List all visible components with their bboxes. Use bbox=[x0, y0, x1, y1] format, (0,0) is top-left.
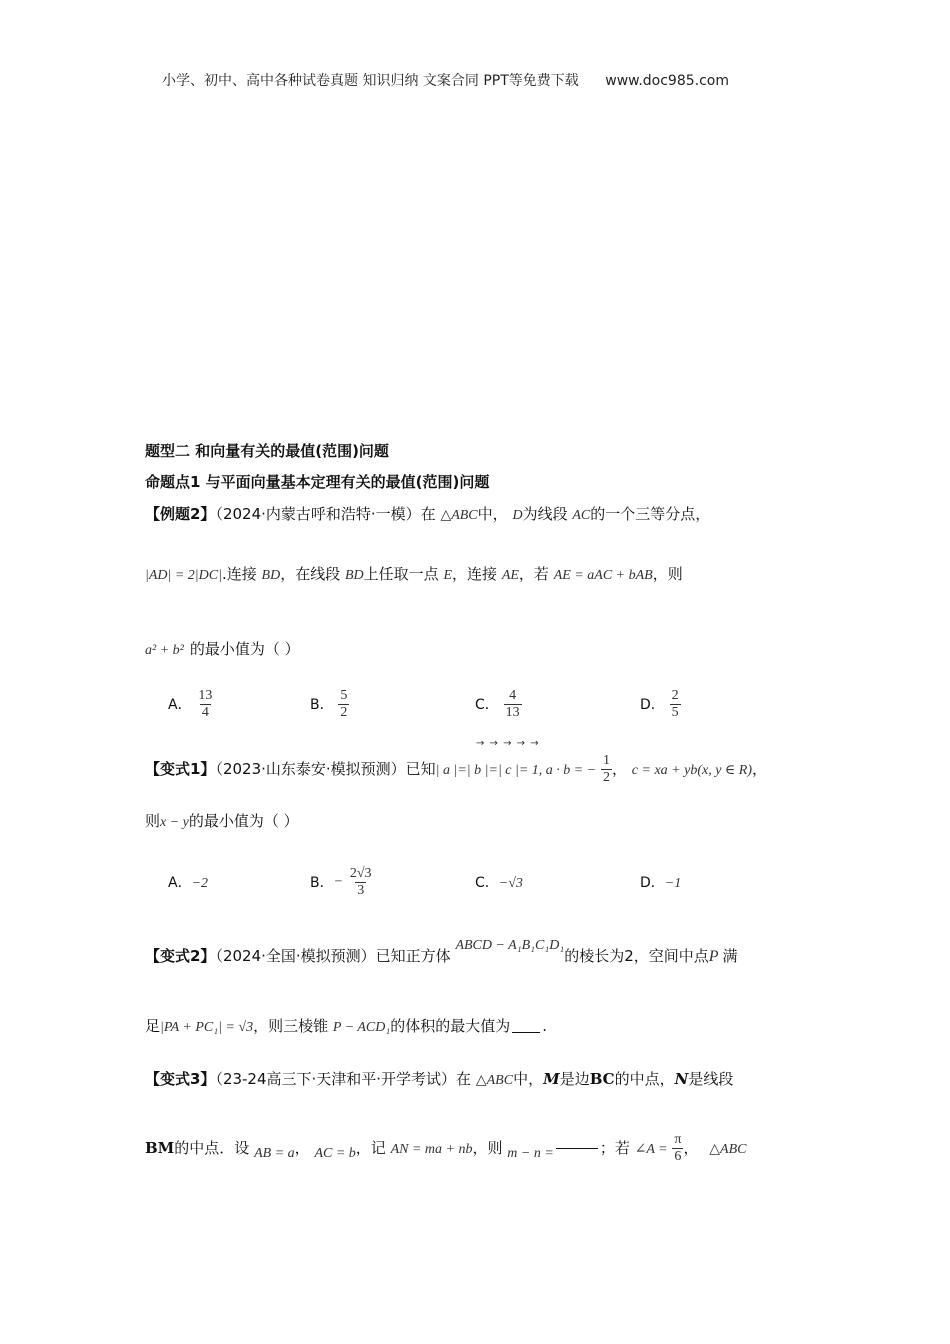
fraction-denominator: 3 bbox=[357, 883, 365, 898]
variant2-condition: |PA + PC₁| = √3 bbox=[160, 1020, 254, 1035]
variant1-half bbox=[601, 753, 612, 786]
variant3-pi-over-six bbox=[672, 1132, 683, 1165]
example2-option-d[interactable] bbox=[640, 688, 681, 721]
example2-bd2: BD bbox=[344, 568, 364, 583]
fraction-denominator: 13 bbox=[505, 705, 520, 720]
option-fraction bbox=[196, 688, 214, 721]
example2-question: 的最小值为（ ） bbox=[189, 640, 300, 658]
example2-text: ，则 bbox=[652, 565, 683, 583]
example2-source: （2024·内蒙古呼和浩特·一模）在 bbox=[215, 505, 436, 523]
variant3-line1 bbox=[145, 1068, 733, 1089]
example2-segment-ac: AC bbox=[572, 508, 591, 523]
fraction-denominator: 4 bbox=[201, 705, 209, 720]
variant1-option-a[interactable] bbox=[168, 872, 208, 892]
variant3-text: ，记 bbox=[355, 1139, 386, 1157]
variant2-text: ，则三棱锥 bbox=[253, 1017, 329, 1035]
variant1-line1 bbox=[145, 753, 767, 786]
variant3-text: ，则 bbox=[472, 1139, 503, 1157]
option-value: −√3 bbox=[498, 876, 523, 891]
example2-ae: AE bbox=[501, 568, 519, 583]
variant2-text: . bbox=[542, 1017, 548, 1035]
example2-bd: BD bbox=[261, 568, 281, 583]
variant2-point-p: P bbox=[708, 948, 719, 965]
example2-text: 中， bbox=[477, 505, 508, 523]
variant3-text: 的中点．设 bbox=[174, 1139, 250, 1157]
variant2-text: 的棱长为2，空间中点 bbox=[564, 947, 709, 965]
variant3-text: 是边 bbox=[559, 1070, 590, 1088]
fraction-numerator: 2√3 bbox=[349, 866, 372, 881]
example2-tag: 【例题2】 bbox=[145, 505, 216, 523]
fraction-denominator: 2 bbox=[602, 770, 610, 785]
variant1-option-d[interactable] bbox=[640, 872, 681, 892]
variant1-text: ， bbox=[611, 760, 627, 778]
option-letter: A． bbox=[168, 697, 192, 713]
example2-point-e: E bbox=[443, 568, 453, 583]
example2-text: 上任取一点 bbox=[363, 565, 439, 583]
example2-point-d: D bbox=[512, 508, 523, 523]
variant1-expression: x − y bbox=[160, 815, 189, 830]
variant3-tag: 【变式3】 bbox=[145, 1070, 216, 1088]
variant2-source: （2024·全国·模拟预测）已知正方体 bbox=[215, 947, 451, 965]
example2-text: ，连接 bbox=[452, 565, 498, 583]
example2-option-b[interactable] bbox=[310, 688, 349, 721]
variant1-question: 的最小值为（ ） bbox=[188, 812, 299, 830]
variant3-text: 是线段 bbox=[688, 1070, 734, 1088]
section-subtitle: 命题点1 与平面向量基本定理有关的最值(范围)问题 bbox=[145, 473, 490, 491]
variant1-text: ， bbox=[751, 760, 767, 778]
option-value: −1 bbox=[664, 876, 682, 891]
variant1-tag: 【变式1】 bbox=[145, 760, 216, 778]
example2-option-c[interactable] bbox=[475, 688, 522, 721]
variant1-equation: c = xa + yb(x, y ∈ R) bbox=[631, 763, 752, 778]
variant1-vector-arrows: → → → → → bbox=[476, 738, 540, 749]
example2-triangle: △ABC bbox=[440, 508, 478, 523]
variant2-question: 的体积的最大值为 bbox=[390, 1017, 511, 1035]
variant3-text: ， bbox=[294, 1139, 310, 1157]
header-url[interactable]: www.doc985.com bbox=[605, 73, 729, 89]
variant3-text: 中， bbox=[513, 1070, 544, 1088]
variant2-cube: ABCD − A₁B₁C₁D₁ bbox=[455, 938, 565, 953]
option-fraction bbox=[670, 688, 681, 721]
section-title: 题型二 和向量有关的最值(范围)问题 bbox=[145, 442, 389, 460]
variant3-text: ， bbox=[683, 1139, 699, 1157]
option-fraction bbox=[348, 866, 374, 899]
variant3-ac: AC = b bbox=[314, 1146, 356, 1161]
variant2-text: 足 bbox=[145, 1017, 161, 1035]
option-letter: C． bbox=[475, 875, 499, 891]
variant3-point-m: M bbox=[543, 1070, 560, 1088]
option-letter: B． bbox=[310, 697, 334, 713]
option-letter: A． bbox=[168, 875, 192, 891]
variant3-ab: AB = a bbox=[254, 1146, 295, 1161]
answer-blank[interactable] bbox=[556, 1148, 598, 1149]
fraction-numerator: 5 bbox=[340, 688, 348, 703]
variant2-pyramid: P − ACD₁ bbox=[332, 1020, 391, 1035]
variant1-line2 bbox=[145, 810, 299, 831]
variant3-angle: ∠A = bbox=[634, 1142, 668, 1157]
fraction-numerator: 2 bbox=[671, 688, 679, 703]
variant3-text: 的中点， bbox=[614, 1070, 675, 1088]
answer-blank[interactable] bbox=[512, 1032, 540, 1033]
example2-option-a[interactable] bbox=[168, 688, 214, 721]
example2-text: ，在线段 bbox=[280, 565, 341, 583]
example2-text: ，若 bbox=[518, 565, 549, 583]
variant3-source: （23-24高三下·天津和平·开学考试）在 bbox=[215, 1070, 472, 1088]
example2-line1 bbox=[145, 503, 710, 524]
option-letter: C． bbox=[475, 697, 499, 713]
option-sign: − bbox=[333, 874, 344, 890]
variant1-option-b[interactable] bbox=[310, 848, 374, 899]
variant2-line1 bbox=[145, 938, 738, 966]
option-fraction bbox=[338, 688, 349, 721]
option-letter: D． bbox=[640, 875, 665, 891]
example2-text: 的一个三等分点， bbox=[590, 505, 711, 523]
example2-expression: a² + b² bbox=[145, 643, 184, 658]
example2-equation: AE = aAC + bAB bbox=[553, 568, 653, 583]
fraction-numerator: π bbox=[674, 1132, 682, 1147]
fraction-numerator: 13 bbox=[198, 688, 213, 703]
fraction-numerator: 4 bbox=[509, 688, 517, 703]
variant3-text: ；若 bbox=[599, 1139, 630, 1157]
fraction-numerator: 1 bbox=[602, 753, 610, 768]
option-fraction bbox=[504, 688, 522, 721]
example2-text: .连接 bbox=[221, 565, 257, 583]
option-value: −2 bbox=[191, 876, 209, 891]
variant3-bm: BM bbox=[145, 1139, 175, 1157]
option-letter: B． bbox=[310, 875, 334, 891]
fraction-denominator: 2 bbox=[340, 705, 348, 720]
variant3-bc: BC bbox=[589, 1070, 615, 1088]
example2-line3 bbox=[145, 638, 300, 659]
variant3-triangle2: △ABC bbox=[709, 1142, 747, 1157]
variant1-text: 则 bbox=[145, 812, 161, 830]
header-text: 小学、初中、高中各种试卷真题 知识归纳 文案合同 PPT等免费下载 bbox=[162, 73, 579, 89]
page-header bbox=[162, 70, 729, 90]
variant3-an: AN = ma + nb bbox=[390, 1142, 473, 1157]
variant1-option-c[interactable] bbox=[475, 872, 523, 892]
variant2-line2 bbox=[145, 1015, 547, 1036]
variant2-tag: 【变式2】 bbox=[145, 947, 216, 965]
variant1-source: （2023·山东泰安·模拟预测）已知 bbox=[215, 760, 436, 778]
fraction-denominator: 5 bbox=[671, 705, 679, 720]
variant3-triangle: △ABC bbox=[475, 1073, 514, 1088]
variant1-condition: | a |=| b |=| c |= 1, a · b = − bbox=[435, 763, 597, 778]
example2-text: 为线段 bbox=[522, 505, 568, 523]
option-letter: D． bbox=[640, 697, 665, 713]
variant3-m-minus-n: m − n = bbox=[507, 1146, 554, 1161]
example2-condition: |AD| = 2|DC| bbox=[145, 568, 222, 583]
example2-line2 bbox=[145, 563, 683, 584]
fraction-denominator: 6 bbox=[674, 1149, 682, 1164]
variant2-text: 满 bbox=[722, 947, 738, 965]
variant3-line2 bbox=[145, 1132, 746, 1165]
variant3-point-n: N bbox=[674, 1070, 689, 1088]
